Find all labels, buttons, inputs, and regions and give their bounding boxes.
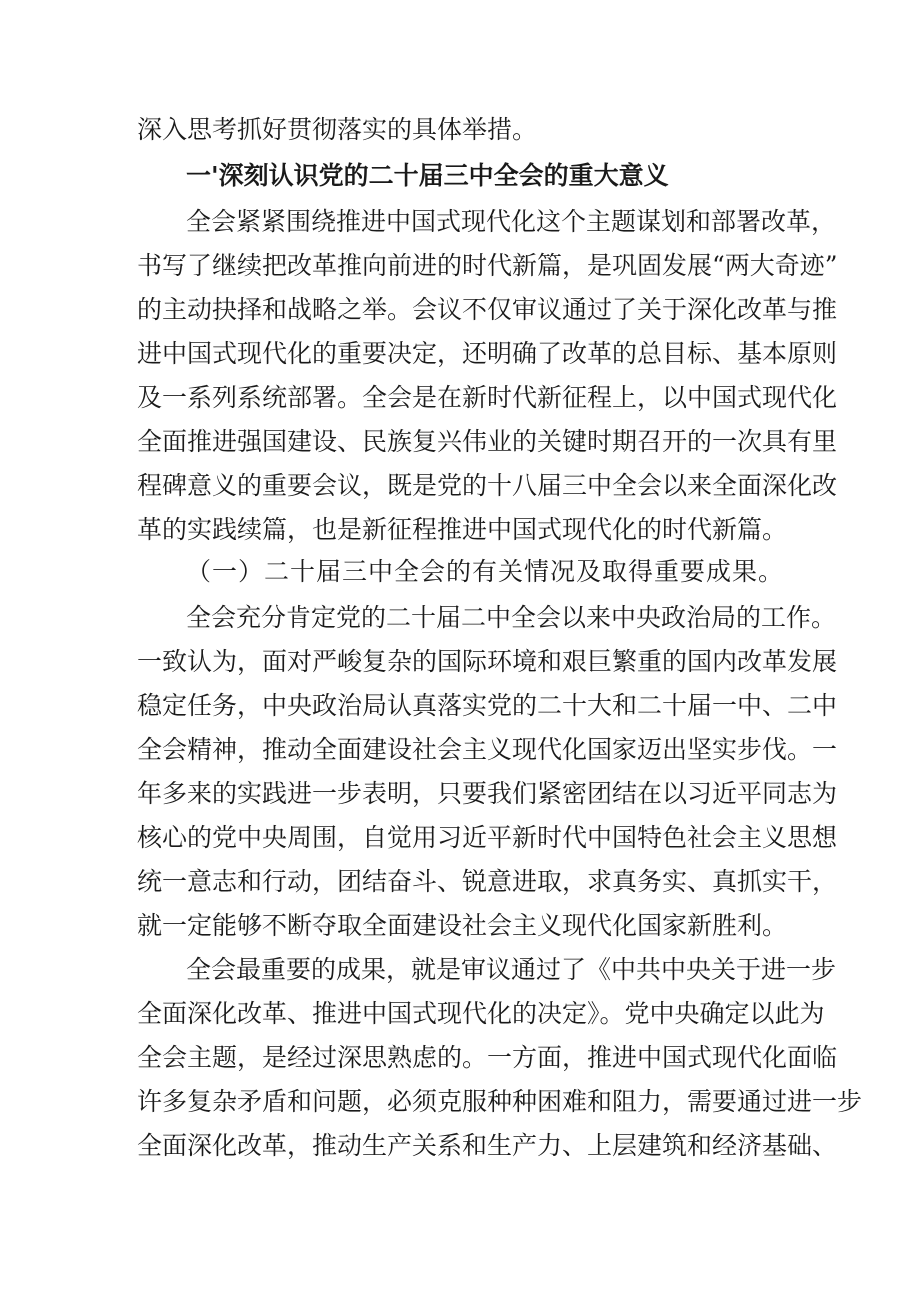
paragraph-line: 一致认为，面对严峻复杂的国际环境和艰巨繁重的国内改革发展: [137, 647, 838, 676]
paragraph-line: 年多来的实践进一步表明，只要我们紧密团结在以习近平同志为: [137, 779, 838, 808]
paragraph-line: 全面推进强国建设、民族复兴伟业的关键时期召开的一次具有里: [137, 427, 838, 456]
paragraph-line: 稳定任务，中央政治局认真落实党的二十大和二十届一中、二中: [137, 691, 838, 720]
paragraph-line: 进中国式现代化的重要决定，还明确了改革的总目标、基本原则: [137, 339, 838, 368]
paragraph-line: 核心的党中央周围，自觉用习近平新时代中国特色社会主义思想: [137, 823, 838, 852]
paragraph-line: 全会精神，推动全面建设社会主义现代化国家迈出坚实步伐。一: [137, 735, 838, 764]
paragraph-line: 程碑意义的重要会议，既是党的十八届三中全会以来全面深化改: [137, 471, 838, 500]
paragraph-line: 深入思考抓好贯彻落实的具体举措。: [137, 115, 538, 144]
paragraph-line: 革的实践续篇，也是新征程推进中国式现代化的时代新篇。: [137, 515, 788, 544]
paragraph-line: 全会主题，是经过深思熟虑的。一方面，推进中国式现代化面临: [137, 1043, 838, 1072]
paragraph-line: 全会紧紧围绕推进中国式现代化这个主题谋划和部署改革，: [186, 207, 837, 236]
paragraph-line: 书写了继续把改革推向前进的时代新篇，是巩固发展“两大奇迹”: [137, 251, 838, 280]
paragraph-line: 及一系列系统部署。全会是在新时代新征程上，以中国式现代化: [137, 383, 838, 412]
paragraph-line: 许多复杂矛盾和问题，必须克服种种困难和阻力，需要通过进一步: [137, 1087, 863, 1116]
paragraph-line: 全会最重要的成果，就是审议通过了《中共中央关于进一步: [186, 955, 837, 984]
paragraph-line: 就一定能够不断夺取全面建设社会主义现代化国家新胜利。: [137, 911, 788, 940]
paragraph-line: 统一意志和行动，团结奋斗、锐意进取，求真务实、真抓实干，: [137, 867, 838, 896]
sub-heading: （一）二十届三中全会的有关情况及取得重要成果。: [186, 557, 785, 586]
paragraph-line: 全会充分肯定党的二十届二中全会以来中央政治局的工作。: [186, 603, 837, 632]
paragraph-line: 全面深化改革、推进中国式现代化的决定》。党中央确定以此为: [137, 999, 825, 1028]
section-heading: 一'深刻认识党的二十届三中全会的重大意义: [186, 161, 669, 190]
paragraph-line: 的主动抉择和战略之举。会议不仅审议通过了关于深化改革与推: [137, 295, 838, 324]
paragraph-line: 全面深化改革，推动生产关系和生产力、上层建筑和经济基础、: [137, 1131, 838, 1160]
